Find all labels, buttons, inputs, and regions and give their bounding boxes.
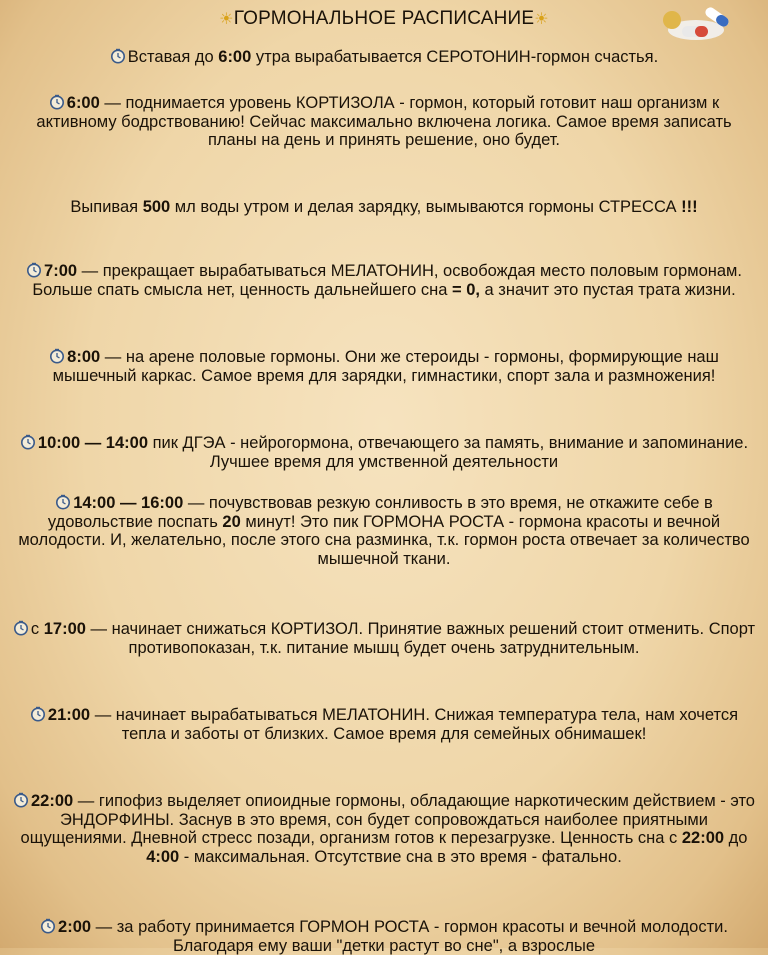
- emphasis-text: 21:00: [47, 706, 91, 724]
- sun-icon: ☀: [219, 11, 234, 28]
- schedule-item: [10, 620, 758, 657]
- emphasis-text: 10:00 — 14:00: [37, 434, 148, 452]
- clock-icon: [55, 494, 71, 510]
- clock-icon: [30, 706, 46, 722]
- schedule-item: [10, 348, 758, 385]
- emphasis-text: 2:00: [58, 918, 92, 936]
- item-text: — начинает вырабатываться МЕЛАТОНИН. Снижая температура тела, нам хочется тепла и заботы от близких. Самое время для семейных обнимашек!: [90, 706, 739, 743]
- item-text: — начинает снижаться КОРТИЗОЛ. Принятие важных решений стоит отменить. Спорт противопоказан, т.к. питание мышц будет очень затруднительным.: [85, 620, 756, 657]
- emphasis-text: 6:00: [218, 48, 252, 66]
- schedule-item: [10, 94, 758, 150]
- schedule-item: [10, 494, 758, 568]
- schedule-item: [10, 792, 758, 866]
- item-text: — за работу принимается ГОРМОН РОСТА - гормон красоты и вечной молодости. Благодаря ему ваши "детки растут во сне", а взрослые: [91, 918, 728, 955]
- clock-icon: [49, 348, 65, 364]
- clock-icon: [26, 262, 42, 278]
- item-text: — поднимается уровень КОРТИЗОЛА - гормон, который готовит наш организм к активному бодрствованию! Сейчас максимально включена логика. Самое время записать планы на день и принять решение, оно будет.: [36, 94, 732, 149]
- clock-icon: [13, 792, 29, 808]
- schedule-item: [10, 198, 758, 217]
- clock-icon: [20, 434, 36, 450]
- item-text: пик ДГЭА - нейрогормона, отвечающего за память, внимание и запоминание. Лучшее время для умственной деятельности: [148, 434, 749, 471]
- clock-icon: [49, 94, 65, 110]
- emphasis-text: !!!: [681, 198, 698, 216]
- item-text: — на арене половые гормоны. Они же стероиды - гормоны, формирующие наш мышечный каркас. Самое время для зарядки, гимнастики, спорт зала и размножения!: [52, 348, 719, 385]
- item-text: Выпивая: [70, 198, 143, 216]
- sun-icon: ☀: [534, 11, 549, 28]
- item-text: утра вырабатывается СЕРОТОНИН-гормон счастья.: [251, 48, 659, 66]
- clock-icon: [13, 620, 29, 636]
- item-text: - максимальная. Отсутствие сна в это время - фатально.: [179, 847, 622, 866]
- pills-icon: [652, 6, 732, 50]
- schedule-item: [10, 706, 758, 743]
- schedule-item: [10, 262, 758, 299]
- item-text: до: [724, 829, 748, 847]
- item-text: минут! Это пик ГОРМОНА РОСТА - гормона красоты и вечной молодости. И, желательно, после этого сна разминка, т.к. гормон роста отвечает за количество мышечной ткани.: [18, 512, 750, 568]
- schedule-item: [10, 434, 758, 471]
- item-text: — прекращает вырабатываться МЕЛАТОНИН, освобождая место половым гормонам. Больше спать смысла нет, ценность дальнейшего сна: [32, 262, 742, 299]
- schedule-item: [10, 48, 758, 67]
- item-text: мл воды утром и делая зарядку, вымываются гормоны СТРЕССА: [170, 198, 682, 216]
- emphasis-text: = 0,: [451, 280, 480, 299]
- item-text: — почувствовав резкую сонливость в это время, не откажите себе в удовольствие поспать: [47, 494, 713, 531]
- clock-icon: [110, 48, 126, 64]
- clock-icon: [40, 918, 56, 934]
- item-text: — гипофиз выделяет опиоидные гормоны, обладающие наркотическим действием - это ЭНДОРФИНЫ. Заснув в это время, сон будет сопровождаться наиболее приятными ощущениями. Дневной стресс позади, организм готов к перезагрузке. Ценность сна с: [20, 792, 755, 847]
- item-text: с: [30, 620, 44, 638]
- emphasis-text: 14:00 — 16:00: [73, 494, 184, 512]
- emphasis-text: 22:00: [31, 792, 74, 810]
- emphasis-text: 20: [222, 512, 241, 531]
- emphasis-text: 4:00: [146, 847, 180, 866]
- item-text: Вставая до: [127, 48, 219, 66]
- emphasis-text: 500: [142, 198, 171, 216]
- emphasis-text: 6:00: [66, 94, 100, 112]
- schedule-item: [10, 918, 758, 955]
- title-text: ГОРМОНАЛЬНОЕ РАСПИСАНИЕ: [233, 8, 535, 29]
- emphasis-text: 7:00: [44, 262, 78, 280]
- emphasis-text: 8:00: [67, 348, 101, 366]
- item-text: а значит это пустая трата жизни.: [479, 280, 736, 299]
- emphasis-text: 22:00: [681, 829, 725, 847]
- emphasis-text: 17:00: [43, 620, 86, 638]
